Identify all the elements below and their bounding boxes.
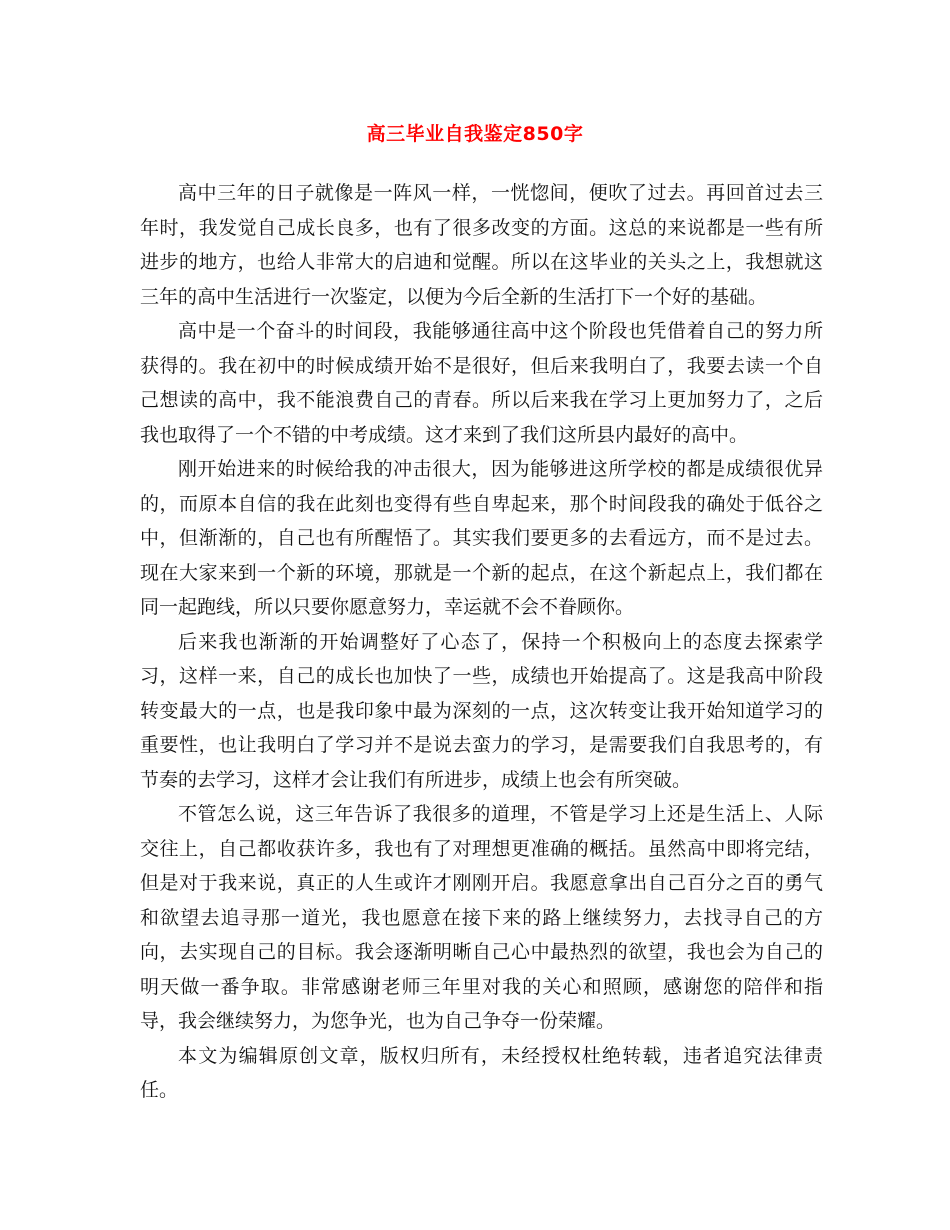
document-body	[140, 176, 823, 1108]
paragraph: 高中是一个奋斗的时间段，我能够通往高中这个阶段也凭借着自己的努力所获得的。我在初中的时候成绩开始不是很好，但后来我明白了，我要去读一个自己想读的高中，我不能浪费自己的青春。所以后来我在学习上更加努力了，之后我也取得了一个不错的中考成绩。这才来到了我们这所县内最好的高中。	[140, 320, 823, 446]
paragraph: 后来我也渐渐的开始调整好了心态了，保持一个积极向上的态度去探索学习，这样一来，自己的成长也加快了一些，成绩也开始提高了。这是我高中阶段转变最大的一点，也是我印象中最为深刻的一点，这次转变让我开始知道学习的重要性，也让我明白了学习并不是说去蛮力的学习，是需要我们自我思考的，有节奏的去学习，这样才会让我们有所进步，成绩上也会有所突破。	[140, 630, 823, 791]
document-title: 高三毕业自我鉴定850字	[366, 123, 584, 145]
copyright-notice: 本文为编辑原创文章，版权归所有，未经授权杜绝转载，违者追究法律责任。	[140, 1044, 823, 1101]
paragraph: 不管怎么说，这三年告诉了我很多的道理，不管是学习上还是生活上、人际交往上，自己都收获许多，我也有了对理想更准确的概括。虽然高中即将完结，但是对于我来说，真正的人生或许才刚刚开启。我愿意拿出自己百分之百的勇气和欲望去追寻那一道光，我也愿意在接下来的路上继续努力，去找寻自己的方向，去实现自己的目标。我会逐渐明晰自己心中最热烈的欲望，我也会为自己的明天做一番争取。非常感谢老师三年里对我的关心和照顾，感谢您的陪伴和指导，我会继续努力，为您争光，也为自己争夺一份荣耀。	[140, 803, 823, 1032]
paragraph: 刚开始进来的时候给我的冲击很大，因为能够进这所学校的都是成绩很优异的，而原本自信的我在此刻也变得有些自卑起来，那个时间段我的确处于低谷之中，但渐渐的，自己也有所醒悟了。其实我们要更多的去看远方，而不是过去。现在大家来到一个新的环境，那就是一个新的起点，在这个新起点上，我们都在同一起跑线，所以只要你愿意努力，幸运就不会不眷顾你。	[140, 458, 823, 618]
paragraph: 高中三年的日子就像是一阵风一样，一恍惚间，便吹了过去。再回首过去三年时，我发觉自己成长良多，也有了很多改变的方面。这总的来说都是一些有所进步的地方，也给人非常大的启迪和觉醒。所以在这毕业的关头之上，我想就这三年的高中生活进行一次鉴定，以便为今后全新的生活打下一个好的基础。	[140, 182, 823, 308]
